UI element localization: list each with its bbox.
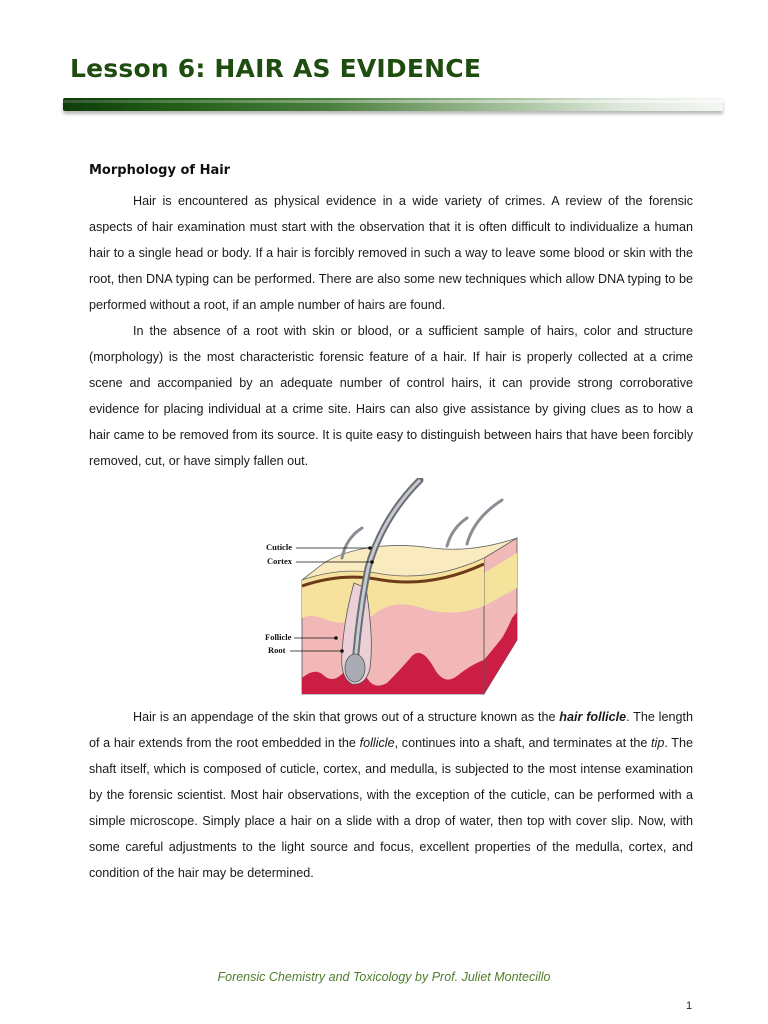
label-root: Root bbox=[268, 645, 286, 655]
title-underline-bar bbox=[63, 98, 723, 111]
page-title: Lesson 6: HAIR AS EVIDENCE bbox=[70, 54, 482, 83]
paragraph-1: Hair is encountered as physical evidence in a wide variety of crimes. A review of the forensic aspects of hair examination must start with the observation that it is often difficult to individualize a human hair to a single head or body. If a hair is forcibly removed in such a way to leave some blood or skin with the root, then DNA typing can be performed. There are also some new techniques which allow DNA typing to be performed without a root, if an ample number of hairs are found. bbox=[89, 194, 693, 312]
paragraph-3-text: Hair is an appendage of the skin that grows out of a structure known as the bbox=[133, 710, 560, 724]
page-number: 1 bbox=[686, 1000, 693, 1012]
section-heading: Morphology of Hair bbox=[89, 163, 231, 178]
paragraph-3 bbox=[89, 704, 693, 886]
skin-cross-section-diagram bbox=[262, 478, 524, 696]
paragraph-3-text: , continues into a shaft, and terminates at the bbox=[394, 736, 652, 750]
term-follicle: follicle bbox=[359, 736, 395, 750]
label-cuticle: Cuticle bbox=[266, 542, 292, 552]
paragraph-3-text: . The length of a hair extends from the root embedded in the bbox=[89, 710, 693, 750]
paragraph-3-text: . The shaft itself, which is composed of cuticle, cortex, and medulla, is subjected to the most intense examination by the forensic scientist. Most hair observations, with the exception of the cuticle, can be performed with a simple microscope. Simply place a hair on a slide with a drop of water, then top with cover slip. Now, with some careful adjustments to the light source and focus, excellent properties of the medulla, cortex, and condition of the hair may be determined. bbox=[89, 736, 693, 880]
label-follicle: Follicle bbox=[265, 632, 292, 642]
paragraph-2: In the absence of a root with skin or blood, or a sufficient sample of hairs, color and structure (morphology) is the most characteristic forensic feature of a hair. If hair is properly collected at a crime scene and accompanied by an adequate number of control hairs, it can provide strong corroborative evidence for placing individual at a crime site. Hairs can also give assistance by giving clues as to how a hair came to be removed from its source. It is quite easy to distinguish between hairs that have been forcibly removed, cut, or have simply fallen out. bbox=[89, 324, 693, 468]
page-footer: Forensic Chemistry and Toxicology by Prof. Juliet Montecillo bbox=[217, 970, 551, 984]
label-cortex: Cortex bbox=[267, 556, 293, 566]
term-hair-follicle: hair follicle bbox=[559, 710, 627, 724]
hair-anatomy-figure bbox=[262, 478, 524, 696]
term-tip: tip bbox=[651, 736, 665, 750]
